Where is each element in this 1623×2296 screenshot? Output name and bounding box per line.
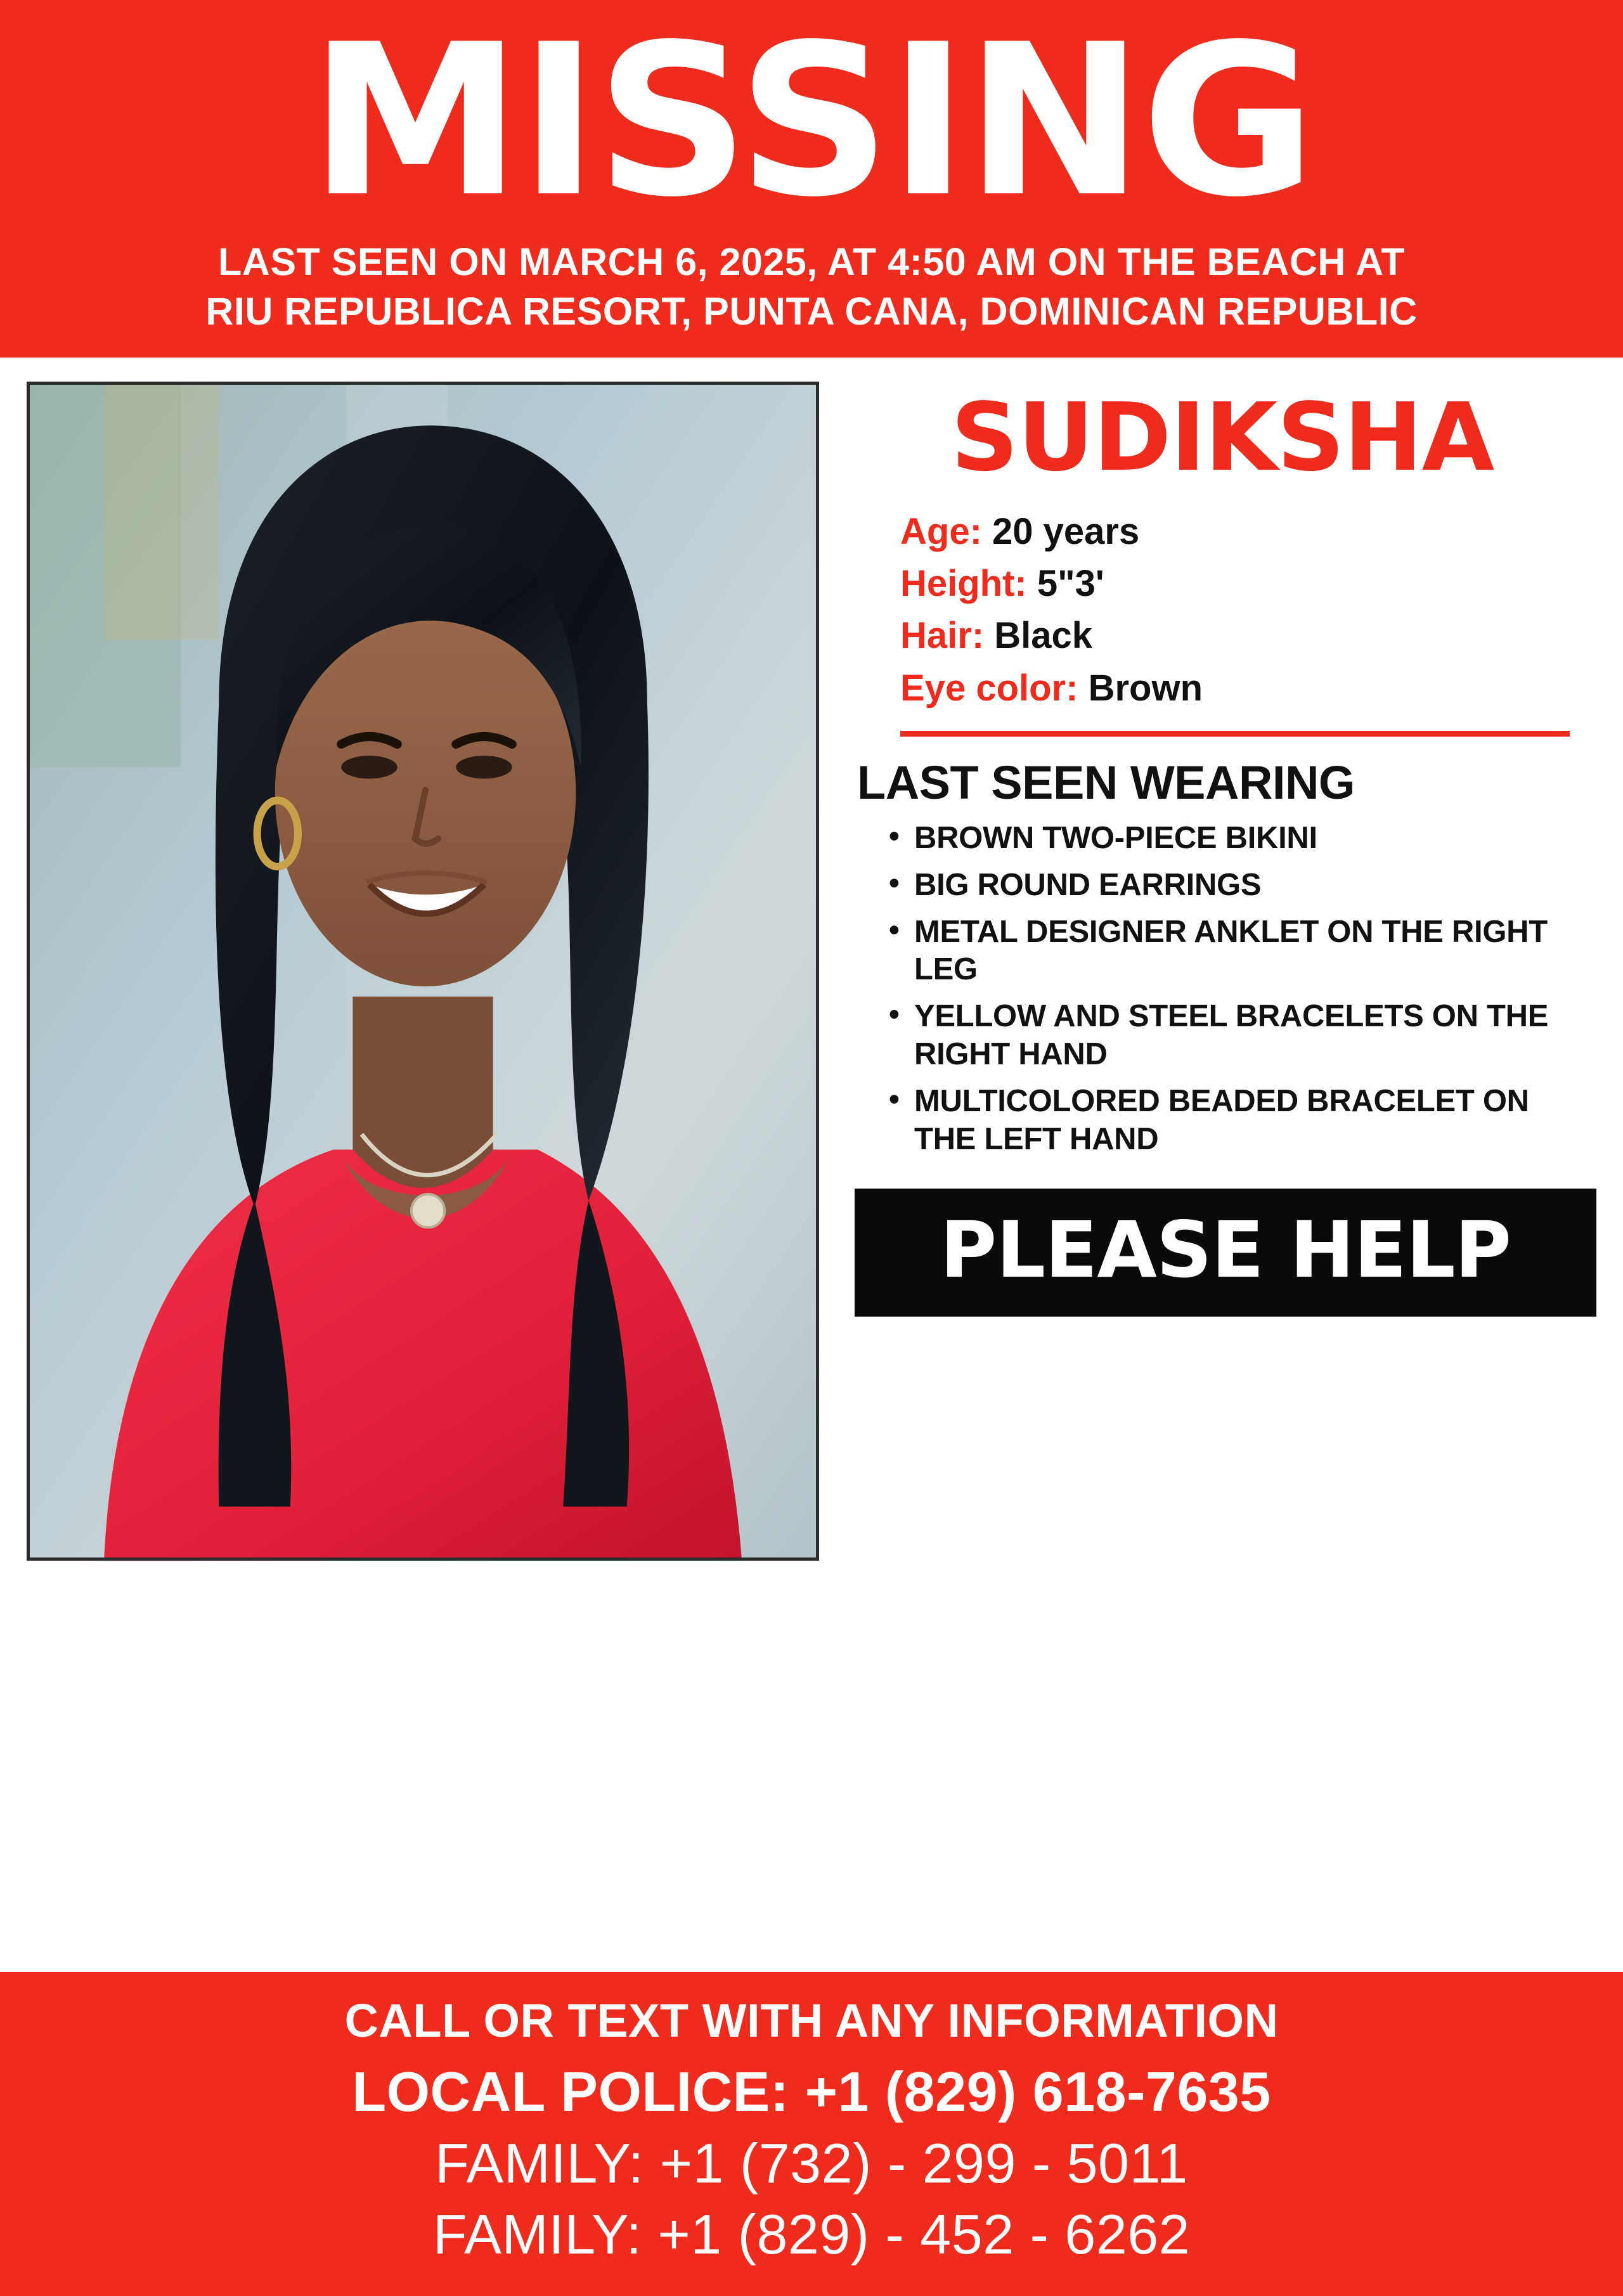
- list-item: • MULTICOLORED BEADED BRACELET ON THE LEFT HAND: [886, 1083, 1596, 1159]
- attribute-age-value: 20 years: [992, 510, 1140, 552]
- photo-illustration: [30, 385, 816, 1558]
- missing-person-photo: [27, 382, 819, 1561]
- attribute-hair-key: Hair:: [900, 615, 985, 657]
- last-seen-location-text: [0, 237, 1623, 336]
- last-seen-wearing-title: LAST SEEN WEARING: [857, 756, 1355, 809]
- attribute-height-key: Height:: [900, 563, 1027, 605]
- attribute-eye-color-key: Eye color:: [900, 667, 1078, 709]
- attributes-list: [848, 506, 1596, 714]
- attribute-height: [900, 558, 1596, 610]
- attribute-eye-color-value: Brown: [1088, 667, 1203, 709]
- attribute-eye-color: [900, 662, 1596, 714]
- please-help-banner: PLEASE HELP: [855, 1189, 1596, 1317]
- contact-lead-text: CALL OR TEXT WITH ANY INFORMATION: [344, 1994, 1279, 2048]
- list-item: • BROWN TWO-PIECE BIKINI: [886, 820, 1596, 858]
- last-seen-wearing-list: [848, 820, 1596, 1167]
- attribute-age-key: Age:: [900, 510, 982, 552]
- last-seen-line-2: RIU REPUBLICA RESORT, PUNTA CANA, DOMINICAN REPUBLIC: [205, 289, 1418, 333]
- section-divider: [900, 731, 1570, 737]
- contact-family-2[interactable]: FAMILY: +1 (829) - 452 - 6262: [432, 2203, 1191, 2266]
- person-name: SUDIKSHA: [950, 382, 1494, 492]
- list-item: • BIG ROUND EARRINGS: [886, 867, 1596, 905]
- poster-body: [0, 358, 1623, 1972]
- attribute-hair: [900, 610, 1596, 662]
- attribute-hair-value: Black: [994, 615, 1093, 657]
- page-title: MISSING: [309, 0, 1314, 243]
- attribute-height-value: 5"3': [1037, 563, 1104, 605]
- list-item: • YELLOW AND STEEL BRACELETS ON THE RIGHT HAND: [886, 998, 1596, 1074]
- person-details: [842, 382, 1596, 1959]
- contact-footer: [0, 1972, 1623, 2296]
- contact-family-1[interactable]: FAMILY: +1 (732) - 299 - 5011: [435, 2131, 1188, 2195]
- contact-local-police[interactable]: LOCAL POLICE: +1 (829) 618-7635: [352, 2060, 1271, 2124]
- last-seen-line-1: LAST SEEN ON MARCH 6, 2025, AT 4:50 AM ON THE BEACH AT: [218, 240, 1405, 283]
- list-item: • METAL DESIGNER ANKLET ON THE RIGHT LEG: [886, 913, 1596, 990]
- attribute-age: [900, 506, 1596, 558]
- poster-header: [0, 0, 1623, 358]
